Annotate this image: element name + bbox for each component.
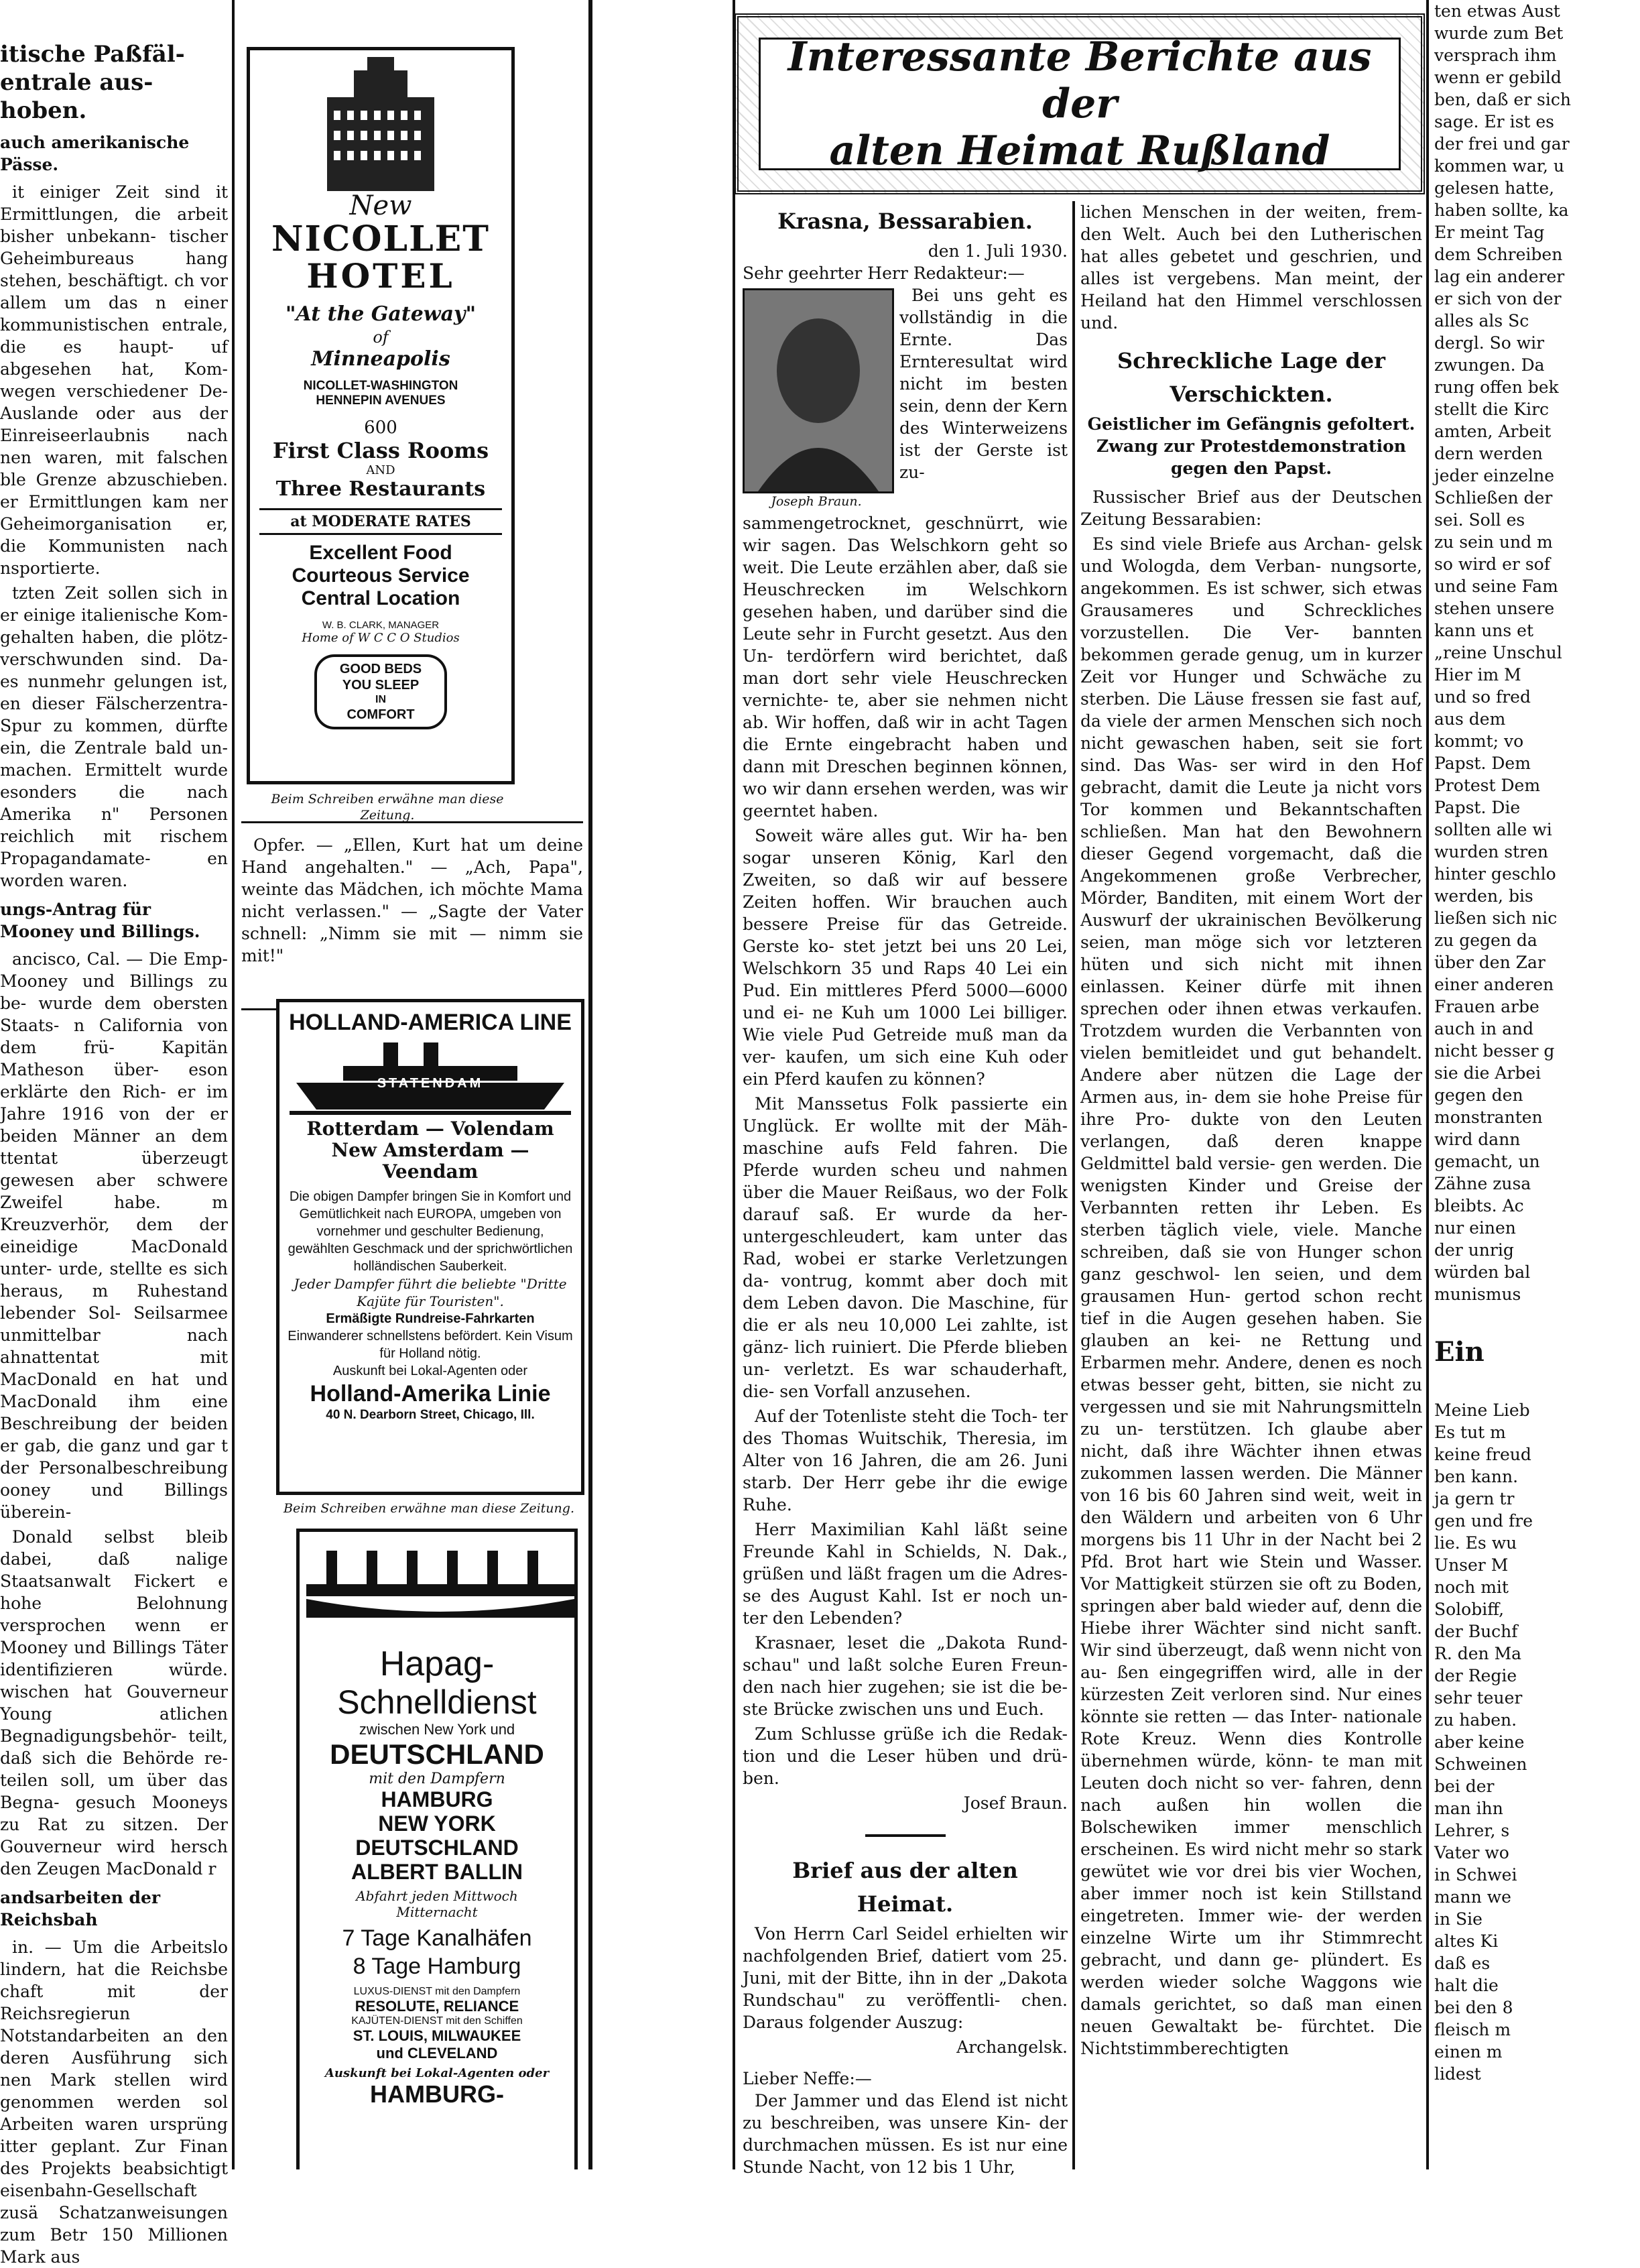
article-paragraph: Herr Maximilian Kahl läßt seine Freunde Kahl in Schields, N. Dak., grüßen und läßt fragen um die Adres- se des August Kahl. Ist er noch un- ter den Lebenden? xyxy=(743,1520,1068,1628)
right-edge-line: dern werden xyxy=(1434,444,1543,463)
hotel-and: AND xyxy=(366,463,395,477)
left-heading: itische Paßfäl- entrale aus- hoben. xyxy=(0,41,185,124)
right-edge-line: der Regie xyxy=(1434,1666,1517,1685)
right-edge-line: gen und fre xyxy=(1434,1511,1533,1531)
hotel-rooms-count: 600 xyxy=(364,418,397,438)
right-edge-line: wurden stren xyxy=(1434,842,1549,861)
ships-illustration xyxy=(306,1537,574,1618)
hapag-cabin: KAJÜTEN-DIENST mit den Schiffen xyxy=(351,2015,523,2027)
hotel-rooms: First Class Rooms xyxy=(272,438,489,463)
right-edge-line: würden bal xyxy=(1434,1262,1531,1282)
right-edge-line: gegen den xyxy=(1434,1085,1523,1105)
right-edge-line: aber keine xyxy=(1434,1732,1525,1752)
right-edge-line: der frei und gar xyxy=(1434,134,1570,154)
right-edge-line: noch mit xyxy=(1434,1577,1509,1597)
article3-title: Schreckliche Lage der xyxy=(1117,348,1385,373)
right-edge-line: keine freud xyxy=(1434,1445,1531,1464)
joke-text: Opfer. — „Ellen, Kurt hat um deine Hand angehalten." — „Ach, Papa", weinte das Mädchen, ich möchte Mama nicht verlassen." — „Sagte der Vater schnell: „Nimm sie mit — nimm sie mit!" xyxy=(241,835,583,965)
right-edge-line: Solobiff, xyxy=(1434,1600,1505,1619)
right-edge-line: aus dem xyxy=(1434,709,1506,729)
right-edge-line: Papst. Dem xyxy=(1434,754,1531,773)
right-edge-line: Papst. Die xyxy=(1434,798,1521,817)
banner-line-1: Interessante Berichte aus der xyxy=(787,34,1372,127)
nicollet-hotel-ad xyxy=(247,47,515,784)
article-dateline: den 1. Juli 1930. xyxy=(928,241,1068,261)
hotel-tagline: "At the Gateway" xyxy=(285,302,477,326)
badge-line: COMFORT xyxy=(346,707,415,722)
article-paragraph: Soweit wäre alles gut. Wir ha- ben sogar unseren König, Karl den Zweiten, so daß wir auf bessere Zeiten hoffen. Wir brauchen auch bessere Preise für das Getreide. Gerste ko- stet jetzt bei uns 20 Lei, Welschkorn 35 und Raps 40 Lei ein Pud. Ein mittleres Pferd 5000—6000 und ei- ne Kuh um 1000 Lei billiger. Wie viele Pud Getreide muß man da ver- kaufen, um sich eine Kuh oder ein Pferd kaufen zu können? xyxy=(743,826,1068,1089)
right-edge-line: ben, daß er sich xyxy=(1434,90,1571,109)
right-edge-heading: Ein xyxy=(1434,1336,1485,1368)
right-edge-line: Schließen der xyxy=(1434,488,1553,508)
hapag-luxury-ships: RESOLUTE, RELIANCE xyxy=(355,1998,519,2015)
right-edge-line: ten etwas Aust xyxy=(1434,1,1560,21)
hapag-luxury: LUXUS-DIENST mit den Dampfern xyxy=(353,1986,521,1997)
article-divider xyxy=(865,1834,946,1837)
right-edge-line: der Buchf xyxy=(1434,1622,1518,1641)
hotel-rates: at MODERATE RATES xyxy=(259,508,502,535)
right-edge-line: sie die Arbei xyxy=(1434,1063,1541,1083)
badge-line: YOU SLEEP xyxy=(342,678,420,693)
right-edge-line: wurde zum Bet xyxy=(1434,23,1564,43)
article-verschickten xyxy=(1080,201,1422,2165)
left-subheading: auch amerikanische Pässe. xyxy=(0,133,190,174)
holland-body-2: Jeder Dampfer führt die beliebte "Dritte Kajüte für Touristen". xyxy=(294,1276,567,1309)
hapag-info: Auskunft bei Lokal-Agenten oder xyxy=(324,2066,550,2080)
holland-body: Die obigen Dampfer bringen Sie in Komfort und Gemütlichkeit nach EUROPA, umgeben von vornehmer und geschulter Bedienung, gewählten Geschmack und der sprichwörtlichen holländischen Sauberkeit. xyxy=(288,1189,573,1274)
right-edge-line: ben kann. xyxy=(1434,1467,1519,1486)
banner-line-2: alten Heimat Rußland xyxy=(829,127,1330,174)
article2-paragraph: Von Herrn Carl Seidel erhielten wir nachfolgenden Brief, datiert vom 25. Juni, mit der Bitte, ihn in der „Dakota Rundschau" zu veröffentli- chen. Daraus folgender Auszug: xyxy=(743,1924,1068,2032)
article2-paragraph: Der Jammer und das Elend ist nicht zu beschreiben, was unsere Kin- der durchmachen müssen. Es ist nur eine Stunde Nacht, von 12 bis 1 Uhr, xyxy=(743,2091,1068,2177)
right-edge-line: auch in and xyxy=(1434,1019,1534,1038)
article2-title-2: Heimat. xyxy=(857,1891,954,1917)
ad-footer: Beim Schreiben erwähne man diese Zeitung. xyxy=(283,1501,574,1516)
right-edge-line: versprach ihm xyxy=(1434,46,1557,65)
right-edge-line: alles als Sc xyxy=(1434,311,1529,331)
right-edge-line: Es tut m xyxy=(1434,1423,1506,1442)
right-edge-line: monstranten xyxy=(1434,1108,1543,1127)
right-edge-line: er sich von der xyxy=(1434,289,1562,308)
hotel-feature-1: Excellent Food xyxy=(309,542,452,564)
hapag-country: DEUTSCHLAND xyxy=(330,1738,544,1770)
author-photo xyxy=(743,288,890,510)
holland-body-5: Auskunft bei Lokal-Agenten oder xyxy=(332,1364,528,1378)
right-edge-line: zu gegen da xyxy=(1434,931,1537,950)
hapag-ad xyxy=(296,1529,578,2169)
article-paragraph: Mit Manssetus Folk passierte ein Unglück. Er wollte mit der Mäh- maschine aufs Feld fahren. Die Pferde wurden scheu und nahmen über die Mauer Reißaus, wo der Folk darauf saß. Er wurde da her- untergeschleudert, kam unter das Rad, wobei er starke Verletzungen da- vontrug, kommt aber doch mit dem Leben davon. Die Maschine, für die er als neu 10,000 Lei zahlte, ist gänz- lich ruiniert. Die Pferde blieben un- verletzt. Es war schauderhaft, die- sen Vorfall anzusehen. xyxy=(743,1094,1068,1401)
right-edge-line: kommen war, u xyxy=(1434,156,1564,176)
right-edge-line: lag ein anderer xyxy=(1434,267,1565,286)
right-edge-line: der unrig xyxy=(1434,1240,1514,1260)
hotel-address-2: HENNEPIN AVENUES xyxy=(316,394,446,408)
article2-place: Archangelsk. xyxy=(956,2037,1068,2057)
left-paragraph: in. — Um die Arbeitslo lindern, hat die Reichsbe chaft mit der Reichsregierun Notstandarbeiten an den deren Ausführung sich nen Mark stellen wird genommen werden sol Arbeiten waren ursprüng itter geplant. Zur Finan des Projekts beabsichtigt eisenbahn-Gesellschaft zusä Schatzanweisungen zum Betr 150 Millionen Mark aus xyxy=(0,1937,228,2267)
left-heading-3: andsarbeiten der Reichsbah xyxy=(0,1888,161,1929)
hotel-feature-2: Courteous Service xyxy=(292,564,470,587)
column-rule-1 xyxy=(232,0,235,2169)
right-edge-line: munismus xyxy=(1434,1285,1521,1304)
right-edge-line: einen m xyxy=(1434,2042,1503,2062)
hotel-building-illustration xyxy=(280,57,481,191)
right-edge-line: sehr teuer xyxy=(1434,1688,1523,1708)
holland-company: Holland-Amerika Linie xyxy=(310,1381,551,1407)
article-signature: Josef Braun. xyxy=(963,1793,1068,1813)
right-edge-line: zu sein und m xyxy=(1434,532,1553,552)
right-edge-line: „reine Unschul xyxy=(1434,643,1562,662)
right-edge-line: stehen unsere xyxy=(1434,599,1555,618)
article-title: Krasna, Bessarabien. xyxy=(777,208,1033,234)
article3-intro: lichen Menschen in der weiten, frem- den Welt. Auch bei den Lutherischen hat alles gebetet und geschrien, und alles ist vergebens. Man meint, der Heiland hat den Himmel verschlossen und. xyxy=(1080,202,1422,333)
hapag-between: zwischen New York und xyxy=(359,1721,515,1738)
right-edge-line: lie. Es wu xyxy=(1434,1533,1517,1553)
right-edge-line: gemacht, un xyxy=(1434,1152,1540,1171)
hotel-badge xyxy=(314,654,447,729)
right-edge-line: so wird er sof xyxy=(1434,554,1550,574)
right-edge-line: Frauen arbe xyxy=(1434,997,1539,1016)
article3-subtitle: Geistlicher im Gefängnis gefoltert. xyxy=(1087,414,1415,434)
hapag-days-1: 7 Tage Kanalhäfen xyxy=(342,1925,532,1951)
left-paragraph: it einiger Zeit sind it Ermittlungen, die arbeit bisher unbekann- tischer Geheimbureaus hang stehen, beschäftigt. ch vor allem um das n einer kommunistischen entrale, die es haupt- uf abgesehen hat, Kom- wegen verschiedener De- Auslande oder aus der Einreiseerlaubnis nach nen waren, mit falschen ble Grenze abzuschieben. er Ermittlungen kam ner Geheimorganisation er, die Kommunisten nach nsportierte. xyxy=(0,182,228,578)
right-edge-line: sei. Soll es xyxy=(1434,510,1525,530)
hapag-with: mit den Dampfern xyxy=(369,1771,505,1787)
right-edge-line: zwungen. Da xyxy=(1434,355,1545,375)
article-krasna xyxy=(743,201,1068,2177)
article2-title: Brief aus der alten xyxy=(792,1858,1018,1883)
hotel-manager: W. B. CLARK, MANAGER xyxy=(322,619,440,631)
column-rule-3 xyxy=(733,0,735,2169)
column-rule-4 xyxy=(1072,201,1075,2169)
right-edge-line: über den Zar xyxy=(1434,953,1546,972)
right-edge-line: nicht besser g xyxy=(1434,1041,1555,1061)
right-edge-line: Unser M xyxy=(1434,1555,1509,1575)
holland-route-1: Rotterdam — Volendam xyxy=(306,1118,554,1140)
badge-line: IN xyxy=(375,694,386,705)
portrait-image xyxy=(743,288,894,493)
right-edge-line: stellt die Kirc xyxy=(1434,400,1550,419)
right-edge-line: haben sollte, ka xyxy=(1434,200,1569,220)
right-edge-line: halt die xyxy=(1434,1976,1499,1995)
right-edge-line: jeder einzelne xyxy=(1434,466,1554,485)
article2-salutation: Lieber Neffe:— xyxy=(743,2069,872,2088)
right-edge-line: bleibts. Ac xyxy=(1434,1196,1524,1215)
hotel-new: New xyxy=(349,190,412,221)
hotel-name: NICOLLET xyxy=(271,219,490,259)
hapag-ship: HAMBURG xyxy=(381,1787,493,1811)
holland-address: 40 N. Dearborn Street, Chicago, Ill. xyxy=(326,1408,535,1422)
left-paragraph: Donald selbst bleib dabei, daß nalige Staatsanwalt Fickert e hohe Belohnung versprochen wenn er Mooney und Billings Täter identifizieren würde. wischen hat Gouverneur Young atlichen Begnadigungsbehör- teilt, daß sich die Behörde re- teilen soll, um über das Begna- gesuch Mooneys zu Rat zu sitzen. Der Gouverneur wird hersch den Zeugen MacDonald r xyxy=(0,1527,228,1878)
right-edge-line: sage. Er ist es xyxy=(1434,112,1555,131)
right-edge-column xyxy=(1434,0,1635,2169)
right-edge-line: bei der xyxy=(1434,1777,1495,1796)
hotel-of: of xyxy=(373,328,389,347)
right-edge-line: in Schwei xyxy=(1434,1865,1517,1885)
hapag-cabin-ships: und CLEVELAND xyxy=(376,2045,498,2062)
right-edge-line: kommt; vo xyxy=(1434,731,1524,751)
hotel-address-1: NICOLLET-WASHINGTON xyxy=(303,379,458,393)
column-rule-5 xyxy=(1426,0,1429,2169)
article3-title-2: Verschickten. xyxy=(1170,381,1333,407)
article-paragraph: Krasnaer, leset die „Dakota Rund- schau" und laßt solche Euren Freun- den nach hier zugehen; sie ist die be- ste Brücke zwischen uns und Euch. xyxy=(743,1633,1068,1719)
right-edge-line: amten, Arbeit xyxy=(1434,422,1552,441)
hapag-departure: Abfahrt jeden Mittwoch Mitternacht xyxy=(356,1888,518,1920)
right-edge-line: bei den 8 xyxy=(1434,1998,1513,2017)
right-edge-line: Vater wo xyxy=(1434,1843,1509,1862)
right-edge-line: und seine Fam xyxy=(1434,577,1558,596)
holland-title: HOLLAND-AMERICA LINE xyxy=(289,1010,572,1035)
right-edge-line: hinter geschlo xyxy=(1434,864,1556,884)
left-paragraph: ancisco, Cal. — Die Emp- Mooney und Billings zu be- wurde dem obersten Staats- n California von dem frü- Kapitän Matheson über- eson erklärte den Rich- er im Jahre 1916 von der er beiden Männer an dem ttentat überzeugt gewesen aber schwere Zweifel habe. m Kreuzverhör, dem der eineidige MacDonald unter- urde, stellte es sich heraus, m Ruhestand lebender Sol- Seilsarmee unmittelbar nach ahnattentat mit MacDonald en hat und MacDonald ihm eine Beschreibung der beiden er gab, die ganz und gar t der Personalbeschreibung ooney und Billings überein- xyxy=(0,949,228,1522)
hotel-restaurants: Three Restaurants xyxy=(275,477,486,501)
right-edge-line: kann uns et xyxy=(1434,621,1534,640)
article3-subtitle: gegen den Papst. xyxy=(1170,459,1332,478)
hotel-studios: Home of W C C O Studios xyxy=(302,631,460,645)
right-edge-line: werden, bis xyxy=(1434,886,1533,906)
photo-caption: Joseph Braun. xyxy=(771,494,862,509)
right-edge-line: Protest Dem xyxy=(1434,776,1541,795)
holland-route-2: New Amsterdam — Veendam xyxy=(331,1139,529,1183)
holland-america-ad xyxy=(276,999,584,1495)
holland-body-3: Ermäßigte Rundreise-Fahrkarten xyxy=(326,1311,535,1326)
article-salutation: Sehr geehrter Herr Redakteur:— xyxy=(743,263,1025,283)
right-edge-line: lidest xyxy=(1434,2064,1481,2084)
article3-paragraph: Es sind viele Briefe aus Archan- gelsk und Wologda, dem Verban- nungsorte, angekommen. Es ist schwer, sich etwas Grausameres und Schreckliches vorzustellen. Die Ver- bannten bekommen gerade genug, um in kurzer Zeit vor Hunger und Schwäche zu sterben. Die Läuse fressen sie fast auf, da viele der armen Menschen sich noch nicht gewaschen haben, seit sie fort sind. Das Was- ser wird in den Hof gebracht, damit die Leute ja nicht vors Tor kommen und Bekanntschaften schließen. Man hat den Bewohnern dieser Gegend vorgemacht, daß die Angekommenen große Verbrecher, Mörder, Banditen, mit einem Wort der Auswurf der ukrainischen Bevölkerung seien, man möge sich vor letzteren hüten und sich nicht mit ihnen einlassen. Keiner dürfe mit ihnen sprechen oder ihnen etwas verkaufen. Trotzdem wurden die Verbannten von vielen bemitleidet und gut behandelt. Andere aber nützen die Lage der Armen aus, in- dem sie hohe Preise für ihre Pro- dukte von den Leuten verlangen, daß deren knappe Geldmittel bald versie- gen werden. Die wenigsten Kinder und Greise der Verbannten retten ihr Leben. Es sterben täglich viele, viele. Manche schreiben, daß sie von Hunger schon ganz geschwol- len seien, und dem grausamen Hun- gertod schon recht tief in die Augen gesehen haben. Sie glauben an kei- ne Rettung und Erbarmen mehr. Andere, denen es noch etwas besser geht, bitten, sie nicht zu vergessen und sie mit Nahrungsmitteln zu un- terstützen. Ich glaube aber nicht, daß ihre Wächter ihnen etwas zukommen lassen werden. Die Männer von 16 bis 60 Jahren sind weit, weit in den Wäldern und arbeiten von 6 Uhr morgens bis 11 Uhr in der Nacht bei 2 Pfd. Brot hart wie Stein und Wasser. Vor Mattigkeit stürzen sie oft zu Boden, springen aber bald wieder auf, denn die Hiebe ihrer Wächter sind nicht sanft. Wir sind überzeugt, daß wenn nicht von au- ßen eingegriffen wird, alle in der kürzesten Zeit verloren sind. Nur eines könnte sie retten — das Inter- nationale Rote Kreuz. Wenn dies Kontrolle übernehmen würde, könn- te man mit Leuten doch nicht so ver- fahren, denn nach außen hin wollen die Bolschewiken immer menschlich erscheinen. Es wird nicht mehr so stark gewütet wie vor drei bis vier Wochen, aber immer noch ist kein Stillstand eingetreten. Immer wie- der werden einzelne Wirte um ihr Stimmrecht gebracht, und dann ge- plündert. Es werden wieder solche Waggons wie damals gerichtet, so daß man einen neuen Gewaltakt be- fürchtet. Die Nichtstimmberechtigten xyxy=(1080,534,1422,2058)
right-edge-line: einer anderen xyxy=(1434,975,1554,994)
banner-inner xyxy=(759,34,1401,174)
right-edge-line: ja gern tr xyxy=(1434,1489,1515,1508)
column-rule-2 xyxy=(588,0,592,2169)
right-edge-line: Meine Lieb xyxy=(1434,1400,1530,1420)
right-edge-line: fleisch m xyxy=(1434,2020,1511,2039)
right-edge-line: mann we xyxy=(1434,1887,1511,1907)
hapag-title-2: Schnelldienst xyxy=(337,1683,537,1721)
left-heading-2: ungs-Antrag für Mooney und Billings. xyxy=(0,900,200,941)
hapag-ship: ALBERT BALLIN xyxy=(351,1860,523,1884)
right-edge-line: sollten alle wi xyxy=(1434,820,1552,839)
joke-box xyxy=(241,821,583,1010)
article-paragraph: Bei uns geht es vollständig in die Ernte. Das Ernteresultat wird nicht im besten sein, denn der Kern des Winterweizens ist der Gerste ist zu- sammengetrocknet, geschnürrt, wie wir sagen. Das Welschkorn geht so weit. Die Leute erzählen aber, daß sie Heuschrecken im Welschkorn gesehen haben, und darüber sind die Leute sehr in Furcht gesetzt. Aus den Un- terdörfern wird berichtet, daß man dort sehr viele Heuschrecken vernichte- te, aber sie nehmen nicht ab. Wir hoffen, daß wir in acht Tagen die Ernte eingebracht haben und dann mit Dreschen beginnen können, wo wir dann ersehen werden, was wir geerntet haben. xyxy=(743,286,1068,821)
left-column xyxy=(0,40,228,2267)
hapag-bottom: HAMBURG- xyxy=(370,2080,504,2108)
right-edge-line: gelesen hatte, xyxy=(1434,178,1555,198)
hapag-cabin-ships: ST. LOUIS, MILWAUKEE xyxy=(353,2027,521,2044)
article-paragraph: Zum Schlusse grüße ich die Redak- tion und die Leser hüben und drü- ben. xyxy=(743,1724,1068,1788)
article3-subtitle: Zwang zur Protestdemonstration xyxy=(1096,436,1406,456)
right-edge-line: dergl. So wir xyxy=(1434,333,1545,353)
right-edge-line: Zähne zusa xyxy=(1434,1174,1531,1193)
right-edge-line: dem Schreiben xyxy=(1434,245,1563,264)
right-edge-line: daß es xyxy=(1434,1954,1491,1973)
right-edge-text xyxy=(1434,0,1635,1305)
right-edge-line: rung offen bek xyxy=(1434,377,1559,397)
right-edge-line: Schweinen xyxy=(1434,1754,1527,1774)
hotel-feature-3: Central Location xyxy=(301,587,460,609)
hotel-city: Minneapolis xyxy=(311,347,450,371)
badge-line: GOOD BEDS xyxy=(339,662,422,676)
right-edge-line: ließen sich nic xyxy=(1434,908,1558,928)
right-edge-line: wenn er gebild xyxy=(1434,68,1562,87)
left-paragraph: tzten Zeit sollen sich in er einige italienische Kom- gehalten haben, die plötz- verschwunden sind. Da- es nunmehr gelungen ist, en dieser Fälscherzentra- Spur zu kommen, dürfte ein, die Zentrale bald un- machen. Ermittelt wurde esonders die nach Amerika n" Personen reichlich mit rischem Propagandamate- en worden waren. xyxy=(0,583,228,890)
article-paragraph: Auf der Totenliste steht die Toch- ter des Thomas Wuitschik, Theresia, im Alter von 16 Jahren, die am 26. Juni starb. Der Herr gebe ihr die ewige Ruhe. xyxy=(743,1407,1068,1514)
holland-ship-name: STATENDAM xyxy=(377,1076,484,1091)
right-edge-line: in Sie xyxy=(1434,1909,1483,1929)
right-edge-line: wird dann xyxy=(1434,1130,1521,1149)
hotel-name-2: HOTEL xyxy=(306,256,455,296)
holland-body-4: Einwanderer schnellstens befördert. Kein Visum für Holland nötig. xyxy=(288,1329,573,1361)
right-edge-line: Er meint Tag xyxy=(1434,223,1545,242)
hapag-ship: NEW YORK xyxy=(378,1811,496,1836)
right-edge-line: Lehrer, s xyxy=(1434,1821,1510,1840)
hapag-title-1: Hapag- xyxy=(379,1645,495,1683)
hapag-days-2: 8 Tage Hamburg xyxy=(353,1954,521,1979)
right-edge-line: R. den Ma xyxy=(1434,1644,1522,1663)
right-edge-line: altes Ki xyxy=(1434,1931,1499,1951)
right-edge-line: und so fred xyxy=(1434,687,1531,707)
right-edge-line: man ihn xyxy=(1434,1799,1503,1818)
ad-footer: Beim Schreiben erwähne man diese Zeitung. xyxy=(271,792,504,823)
section-banner xyxy=(735,13,1425,194)
right-edge-line: Hier im M xyxy=(1434,665,1521,684)
article3-source: Russischer Brief aus der Deutschen Zeitung Bessarabien: xyxy=(1080,487,1422,529)
right-edge-text-2 xyxy=(1434,1399,1635,2085)
hapag-ship: DEUTSCHLAND xyxy=(355,1836,519,1860)
right-edge-line: zu haben. xyxy=(1434,1710,1517,1730)
right-edge-line: nur einen xyxy=(1434,1218,1516,1238)
